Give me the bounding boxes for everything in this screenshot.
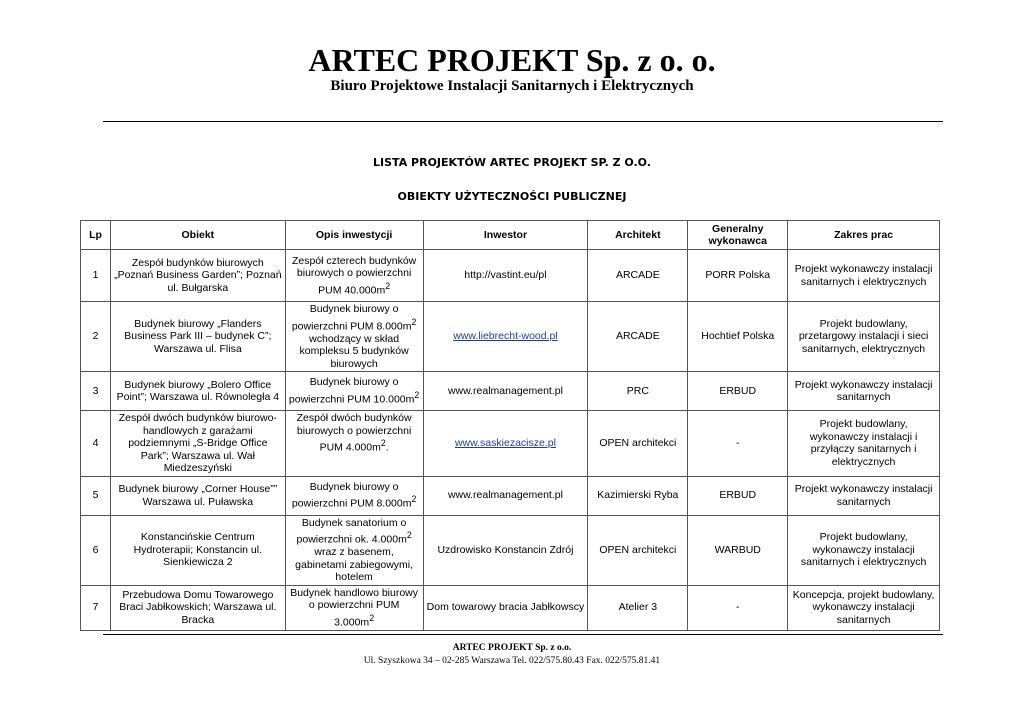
cell-lp: 2 (81, 302, 111, 372)
cell-architekt: ARCADE (588, 302, 688, 372)
opis-text: Budynek biurowy o powierzchni PUM 8.000m (291, 303, 412, 332)
opis-text: Zespół czterech budynków biurowych o powierzchni PUM 40.000m (291, 254, 417, 296)
table-header-row (81, 221, 940, 250)
cell-architekt: OPEN architekci (588, 411, 688, 477)
header-wykonawca: Generalny wykonawca (688, 221, 788, 250)
opis-text: Budynek biurowy o powierzchni PUM 10.000m (288, 376, 415, 406)
cell-inwestor: www.realmanagement.pl (423, 372, 588, 411)
footer-address: Ul. Szyszkowa 34 – 02-285 Warszawa Tel. 022/575.80.43 Fax. 022/575.81.41 (363, 656, 661, 666)
opis-text-after: wchodzący w skład kompleksu 5 budynków biurowych (299, 332, 409, 370)
cell-zakres: Projekt wykonawczy instalacji sanitarnych (788, 372, 940, 411)
cell-obiekt: Budynek biurowy „Flanders Business Park III – budynek C”; Warszawa ul. Flisa (110, 302, 285, 372)
superscript: 2 (411, 494, 417, 505)
table-row (81, 411, 940, 477)
cell-architekt: Kazimierski Ryba (588, 476, 688, 515)
cell-obiekt: Budynek biurowy „Corner House”” Warszawa ul. Puławska (110, 476, 285, 515)
table-row (81, 515, 940, 585)
company-subtitle: Biuro Projektowe Instalacji Sanitarnych i Elektrycznych (330, 78, 694, 94)
company-title: ARTEC PROJEKT Sp. z o. o. (308, 42, 716, 78)
investor-link[interactable]: www.liebrecht-wood.pl (453, 330, 558, 343)
section-title: OBIEKTY UŻYTECZNOŚCI PUBLICZNEJ (397, 190, 627, 203)
cell-inwestor: Dom towarowy bracia Jabłkowscy (423, 585, 588, 630)
opis-text-after: wraz z basenem, gabinetami zabiegowymi, hotelem (295, 546, 414, 583)
cell-zakres: Projekt budowlany, przetargowy instalacji i sieci sanitarnych, elektrycznych (788, 302, 940, 372)
opis-text: Budynek sanatorium o powierzchni ok. 4.000m (296, 516, 407, 546)
cell-wykonawca: ERBUD (688, 372, 788, 411)
opis-text: Budynek handlowo biurowy o powierzchni PUM 3.000m (290, 586, 419, 628)
cell-zakres: Koncepcja, projekt budowlany, wykonawczy instalacji sanitarnych (788, 585, 940, 630)
footer-company: ARTEC PROJEKT Sp. z o.o. (452, 643, 572, 653)
header-inwestor: Inwestor (423, 221, 588, 250)
cell-wykonawca: WARBUD (688, 515, 788, 585)
cell-wykonawca: - (688, 585, 788, 630)
cell-zakres: Projekt budowlany, wykonawczy instalacji sanitarnych i elektrycznych (788, 515, 940, 585)
table-row (81, 250, 940, 302)
header-obiekt: Obiekt (110, 221, 285, 250)
superscript: 2 (369, 612, 375, 623)
header-lp: Lp (81, 221, 111, 250)
cell-wykonawca: - (688, 411, 788, 477)
opis-text: Zespół dwóch budynków biurowych o powierzchni PUM 4.000m (296, 412, 412, 454)
cell-opis (285, 372, 423, 411)
cell-wykonawca: ERBUD (688, 476, 788, 515)
opis-text: Budynek biurowy o powierzchni PUM 8.000m (291, 480, 412, 510)
cell-architekt: ARCADE (588, 250, 688, 302)
table-row (81, 302, 940, 372)
cell-architekt: PRC (588, 372, 688, 411)
cell-opis (285, 250, 423, 302)
cell-zakres: Projekt budowlany, wykonawczy instalacji i przyłączy sanitarnych i elektrycznych (788, 411, 940, 477)
list-title: LISTA PROJEKTÓW ARTEC PROJEKT SP. Z O.O. (373, 156, 651, 169)
cell-opis (285, 302, 423, 372)
header-architekt: Architekt (588, 221, 688, 250)
cell-obiekt: Budynek biurowy „Bolero Office Point”; Warszawa ul. Równoległa 4 (110, 372, 285, 411)
cell-obiekt: Zespół dwóch budynków biurowo-handlowych z garażami podziemnymi „S-Bridge Office Park”; Warszawa ul. Wał Miedzeszyński (110, 411, 285, 477)
superscript: 2 (406, 530, 412, 540)
cell-inwestor: Uzdrowisko Konstancin Zdrój (423, 515, 588, 585)
cell-wykonawca: PORR Polska (688, 250, 788, 302)
cell-lp: 7 (81, 585, 111, 630)
cell-inwestor (423, 411, 588, 477)
cell-inwestor (423, 302, 588, 372)
header-opis: Opis inwestycji (285, 221, 423, 250)
table-row (81, 585, 940, 630)
cell-lp: 3 (81, 372, 111, 411)
table-row (81, 476, 940, 515)
cell-inwestor: http://vastint.eu/pl (423, 250, 588, 302)
cell-architekt: Atelier 3 (588, 585, 688, 630)
header-zakres: Zakres prac (788, 221, 940, 250)
footer-divider (103, 634, 943, 635)
cell-zakres: Projekt wykonawczy instalacji sanitarnych i elektrycznych (788, 250, 940, 302)
table-row (81, 372, 940, 411)
superscript: 2 (385, 280, 391, 291)
cell-lp: 4 (81, 411, 111, 477)
investor-link[interactable]: www.saskiezacisze.pl (454, 437, 556, 449)
opis-text-after: . (385, 441, 389, 454)
cell-obiekt: Konstancińskie Centrum Hydroterapii; Konstancin ul. Sienkiewicza 2 (110, 515, 285, 585)
cell-obiekt: Przebudowa Domu Towarowego Braci Jabłkowskich; Warszawa ul. Bracka (110, 585, 285, 630)
superscript: 2 (414, 389, 420, 400)
cell-lp: 6 (81, 515, 111, 585)
header-divider (103, 121, 943, 122)
cell-opis (285, 515, 423, 585)
cell-architekt: OPEN architekci (588, 515, 688, 585)
cell-lp: 5 (81, 476, 111, 515)
cell-wykonawca: Hochtief Polska (688, 302, 788, 372)
projects-table (80, 220, 940, 631)
cell-opis (285, 585, 423, 630)
cell-opis (285, 476, 423, 515)
cell-inwestor: www.realmanagement.pl (423, 476, 588, 515)
superscript: 2 (380, 438, 386, 448)
cell-lp: 1 (81, 250, 111, 302)
cell-zakres: Projekt wykonawczy instalacji sanitarnych (788, 476, 940, 515)
superscript: 2 (411, 316, 417, 327)
cell-obiekt: Zespół budynków biurowych „Poznań Business Garden”; Poznań ul. Bułgarska (110, 250, 285, 302)
cell-opis (285, 411, 423, 477)
